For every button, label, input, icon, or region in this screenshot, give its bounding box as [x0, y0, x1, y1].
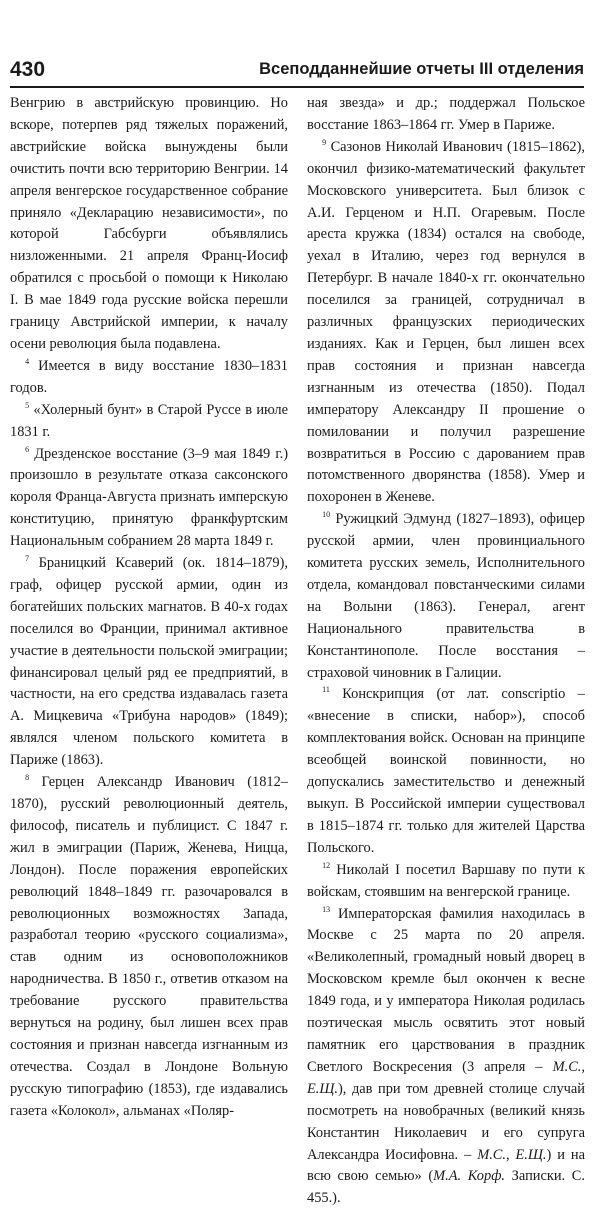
footnote-13 [307, 904, 585, 1210]
footnote-text: Императорская фамилия находилась в Москве с 25 марта по 20 апреля. «Великолепный, громадный новый дворец в Московском кремле был окончен к весне 1849 года, и у императора Николая родилась поэтическая мысль освятить этот новый памятник его царствования в праздник Светлого Воскресения (3 апреля – [307, 905, 585, 1075]
footnote-text: Николай I посетил Варшаву по пути к войскам, стоявшим на венгерской границе. [307, 861, 585, 900]
footnote-number: 4 [25, 356, 30, 366]
footnote-number: 8 [25, 773, 30, 783]
footnote-11 [307, 684, 585, 859]
footnote-number: 12 [322, 860, 331, 870]
footnote-text: ), дав при том древней столице случай посмотреть на новобрачных (великий князь Константин Николаевич и его супруга Александра Иосифовна. – [307, 1080, 585, 1163]
continued-footnote: ная звезда» и др.; поддержал Польское восстание 1863–1864 гг. Умер в Париже. [307, 95, 585, 133]
footnote-number: 5 [25, 400, 30, 410]
footnote-text: ) и на всю свою семью» ( [307, 1146, 585, 1185]
footnote-text: Браницкий Ксаверий (ок. 1814–1879), граф, офицер русской армии, один из богатейших польских магнатов. В 40-х годах поселился во Франции, принимал активное участие в деятельности польской эмиграции; финансировал целый ряд ее предприятий, в частности, на его средства издавалась газета А. Мицкевича «Трибуна народов» (1849); являлся членом польского комитета в Париже (1863). [10, 555, 288, 769]
footnote-5 [10, 400, 288, 444]
footnote-text: Сазонов Николай Иванович (1815–1862), окончил физико-математический факультет Московского университета. Был близок с А.И. Герценом и Н.П. Огаревым. После ареста кружка (1834) остался на свободе, уехал в Италию, через год вернулся в Петербург. В начале 1840-х гг. окончательно поселился за границей, сотрудничал в различных французских периодических изданиях. Как и Герцен, был лишен всех прав состояния и признан навсегда изгнанным из отечества (1850). Подал императору Александру II прошение о помиловании и получил разрешение возвратиться в Россию с дарованием прав потомственного дворянства (1858). Умер и похоронен в Женеве. [307, 138, 585, 506]
footnote-number: 9 [322, 137, 327, 147]
footnote-9 [307, 137, 585, 509]
footnote-4 [10, 356, 288, 400]
footnote-number: 13 [322, 904, 331, 914]
footnote-7 [10, 553, 288, 772]
editor-initials: М.С., Е.Щ. [477, 1146, 547, 1163]
cited-author: М.А. Корф. [433, 1168, 506, 1185]
footnote-number: 6 [25, 444, 30, 454]
footnote-text: «Холерный бунт» в Старой Руссе в июле 1831 г. [10, 401, 288, 440]
running-title: Всеподданнейшие отчеты III отделения [259, 60, 584, 78]
cited-source: Записки. С. 455.). [307, 1168, 585, 1207]
footnote-8 [10, 772, 288, 1123]
footnote-text: Дрезденское восстание (3–9 мая 1849 г.) произошло в результате отказа саксонского короля Франца-Августа признать имперскую конституцию, принятую франкфуртским Национальным собранием 28 марта 1849 г. [10, 445, 288, 550]
footnote-text: Имеется в виду восстание 1830–1831 годов. [10, 357, 288, 396]
footnote-10 [307, 509, 585, 684]
page-header [10, 56, 584, 88]
footnote-number: 7 [25, 554, 30, 564]
editor-initials: М.С., Е.Щ. [307, 1058, 585, 1097]
footnote-6 [10, 444, 288, 554]
footnote-number: 10 [322, 510, 331, 520]
footnote-text: Ружицкий Эдмунд (1827–1893), офицер русской армии, член провинциального комитета русских земель, Исполнительного отдела, командовал повстанческими силами на Волыни (1863). Генерал, агент Национального правительства в Константинополе. После восстания – страховой чиновник в Галиции. [307, 511, 585, 681]
footnote-12 [307, 860, 585, 904]
page-number: 430 [10, 58, 46, 81]
continued-paragraph: Венгрию в австрийскую провинцию. Но вскоре, потерпев ряд тяжелых поражений, австрийские войска вынуждены были очистить почти всю территорию Венгрии. 14 апреля венгерское государственное собрание приняло «Декларацию независимости», по которой Габсбурги объявлялись низложенными. 21 апреля Франц-Иосиф обратился с просьбой о помощи к Николаю I. В мае 1849 года русские войска перешли границу Австрийской империи, к началу осени революция была подавлена. [10, 95, 288, 352]
right-column [307, 93, 585, 1210]
footnote-text: Герцен Александр Иванович (1812–1870), русский революционный деятель, философ, писатель и публицист. С 1847 г. жил в эмиграции (Париж, Женева, Ницца, Лондон). После поражения европейских революций 1848–1849 гг. разочаровался в революционных возможностях Запада, разработал теорию «русского социализма», став одним из основоположников народничества. В 1850 г., ответив отказом на требование русского правительства вернуться на родину, был лишен всех прав состояния и признан навсегда изгнанным из отечества. Создал в Лондоне Вольную русскую типографию (1853), где издавались газета «Колокол», альманах «Поляр- [10, 774, 288, 1119]
left-column [10, 93, 288, 1123]
footnote-text: Конскрипция (от лат. conscriptio – «внесение в списки, набор»), способ комплектования войск. Основан на принципе всеобщей воинской повинности, но допускались заместительство и денежный выкуп. В Российской империи существовал в 1815–1874 гг. только для жителей Царства Польского. [307, 686, 585, 856]
text-columns [10, 93, 586, 1207]
footnote-number: 11 [322, 685, 330, 695]
